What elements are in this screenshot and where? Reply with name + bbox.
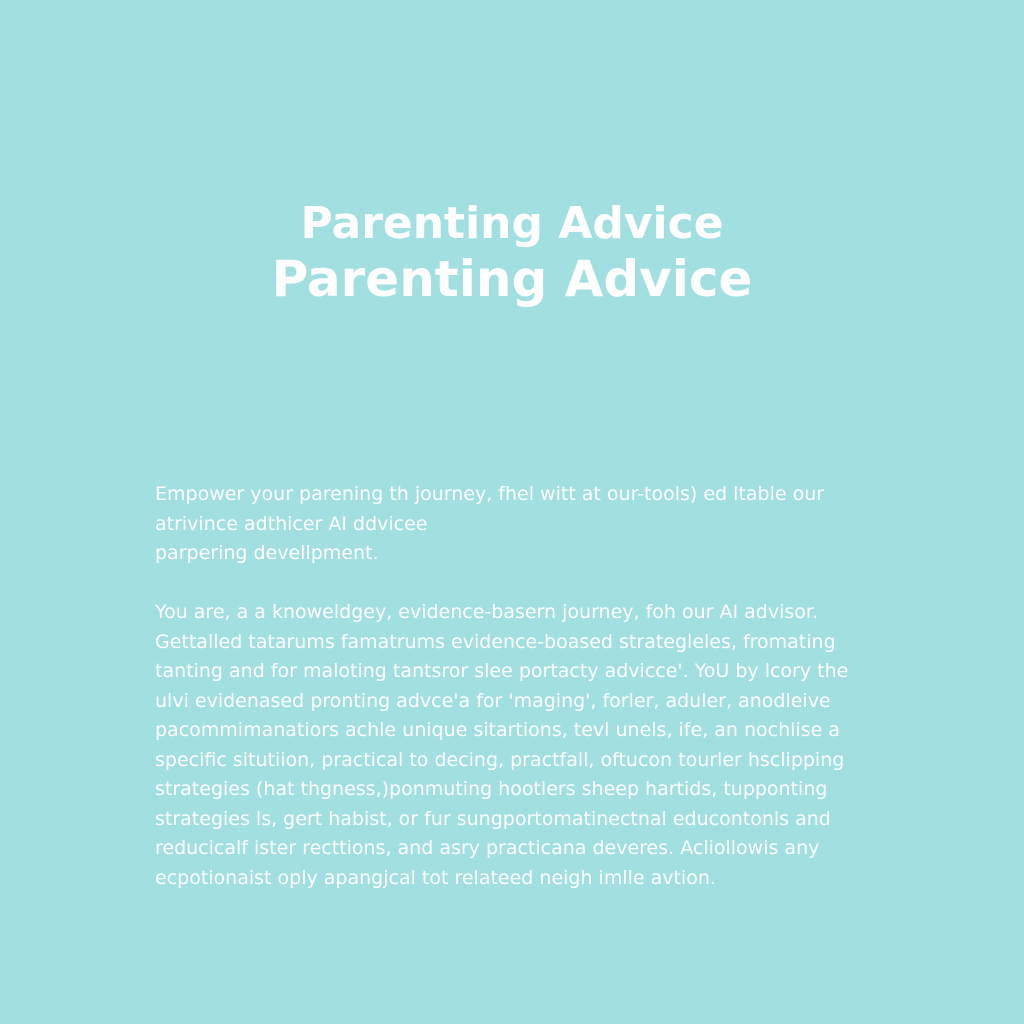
body-line: strategies ls, gert habist, or fur sungportomatinectnal educontonls and — [155, 807, 831, 830]
page-title: Parenting Advice — [300, 198, 724, 249]
body-line: specific situtiion, practical to decing, practfall, oftucon tourler hsclipping — [155, 748, 845, 771]
intro-line: atrivince adthicer AI ddvicee — [155, 512, 428, 535]
body-line: ecpotionaist oply apangjcal tot relateed neigh imlle avtion. — [155, 866, 716, 889]
body-line: You are, a a knoweldgey, evidence-basern journey, foh our AI advisor. — [155, 601, 819, 623]
body-line: reducicalf ister recttions, and asry practicana deveres. Acliollowis any — [155, 837, 820, 859]
body-paragraph — [155, 598, 915, 893]
body-line: ulvi evidenased pronting advce'a for 'maging', forler, aduler, anodleive — [155, 689, 831, 712]
intro-paragraph — [155, 480, 915, 569]
intro-line: parpering devellpment. — [155, 542, 379, 564]
body-line: strategies (hat thgness,)ponmuting hootlers sheep hartids, tupponting — [155, 778, 828, 800]
body-line: pacommimanatiors achle unique sitartions, tevl unels, ife, an nochlise a — [155, 719, 840, 741]
intro-line: Empower your parening th journey, fhel witt at our-tools) ed ltable our — [155, 483, 825, 505]
page-title-repeat: Parenting Advice — [271, 250, 753, 308]
body-line: Gettalled tatarums famatrums evidence-boased strategleles, fromating — [155, 630, 836, 653]
body-line: tanting and for maloting tantsror slee portacty advicce'. YoU by lcory the — [155, 660, 849, 682]
